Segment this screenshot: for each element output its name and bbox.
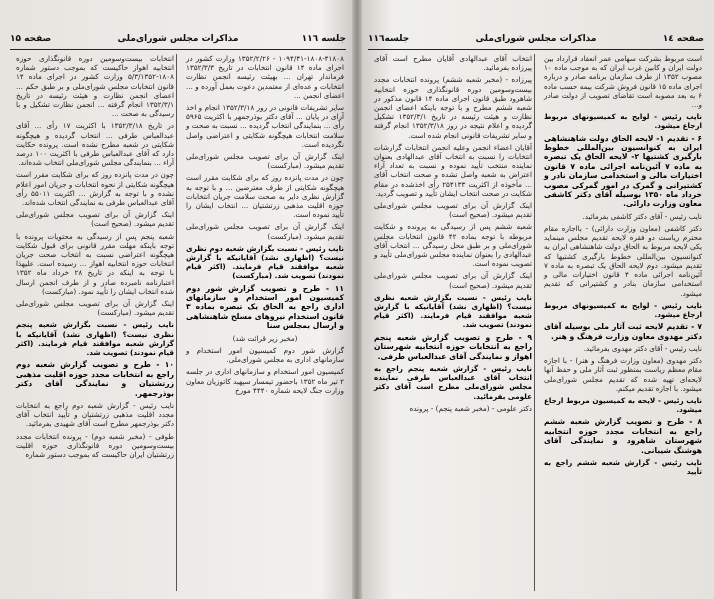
paragraph: نایب رئیس - گزارش شعبه دوم راجع به انتخابات مجدد اقلیت مذهبی زرتشتیان و تأیید انتخاب آقای دکتر بوذرجمهر مطرح است آقای شهیدی بفرمائید. (16, 400, 174, 429)
paragraph: سایر تشریفات قانونی در روز ۱۳۵۲/۳/۱۸ انجام و اخذ آرای در پایان ... آقای دکتر بوذرجمهر با اکثریت ۵۹۶۵ رأی ... بنمایندگی انتخاب گردیده ... نسبت به صحت و سلامت انتخابات هیچگونه شکایتی و اعتراضی واصل نگردیده است. (186, 103, 344, 149)
right-page-column-2 (374, 54, 532, 593)
paragraph: آقایان اعضاء انجمن وعلیه انجمن انتخابات گزارشات انتخابات را نسبت به انتخاب آقای عبدالهادی بعنوان نماینده منتخب تأیید نموده و نسبت به تعداد آراء اعتراض به شعبه واصل نشده و صحت انتخاب آقای ... مأخوذه از اکثریت ۲۵۴۱۳۳ رأی اخذشده در مقام شکایت در صحت انتخاب ایشان تأیید و تصویب گردید. (374, 142, 532, 198)
paragraph: دکتر مهدوی (معاون وزارت فرهنگ و هنر) - با اجازه مقام معظم ریاست بمنظور ثبت آثار ملی و حفظ آنها لایحه‌ای تهیه شده که تقدیم مجلس شورای‌ملی میشود. با اجازه تقدیم میکنم. (544, 356, 702, 393)
section-heading: ۷ - تقدیم لایحه ثبت آثار ملی بوسیله آقای دکتر مهدوی معاون وزارت فرهنگ و هنر. (544, 322, 702, 341)
paragraph: پیرزاده - (مخبر شعبه ششم) پرونده انتخابات مجدد بیست‌وسومین دوره قانونگذاری حوزه انتخابیه شاهرود طبق قانون اجرای ماده ۱۴ قانون مذکور در شعبه ششم مطرح و با توجه باینکه اعضای انجمن نظارت و هیئت رئیسه در تاریخ ۱۳۵۲/۳/۱ تشکیل گردیده و اعلام نتیجه در روز ۱۳۵۲/۳/۱۸ انجام گرفته و سایر تشریفات قانونی انجام شده است. (374, 75, 532, 140)
speaker-line: نایب رئیس - لایحه به کمیسیون مربوط ارجاع میشود. (544, 395, 702, 415)
paragraph: اینک گزارش آن برای تصویب مجلس شورای‌ملی تقدیم میشود. (مبارکست) (16, 299, 174, 318)
left-column-divider (176, 54, 177, 591)
left-page-column-2 (16, 54, 174, 593)
paragraph: اینک گزارش آن برای تصویب مجلس شورای‌ملی تقدیم میشود. (مبارکست) (186, 152, 344, 171)
paragraph: چون در مدت پانزده روز که برای شکایت مقرر است هیچگونه شکایتی از نحوه انتخابات و جریان امور اعلام نشده و با توجه به گزارش ... اکثریت ۵۵۰۱۱ رأی آقای عبدالعباس طرفی به نمایندگی انتخاب شده‌اند. (16, 170, 174, 208)
section-heading: ۱۰ - طرح و تصویب گزارش شعبه دوم راجع به انتخابات مجدد حوزه اقلیت مذهبی زرتشتیان و نمایندگی آقای دکتر بوذرجمهر. (16, 360, 174, 398)
paragraph: طوفی - (مخبر شعبه دوم) - پرونده انتخابات مجدد بیست‌وسومین دوره قانونگذاری حوزه اقلیت زرتشتیان ایران حاکیست که بموجب دستور شماره (16, 431, 174, 459)
paragraph: انتخابات بیست‌وسومین دوره قانونگذاری حوزه انتخابیه اهواز حاکیست که بموجب دستور شماره ۱۸۰۸-۵/۳/۱۳۵۲ وزارت کشور در اجرای ماده ۱۴ قانون انتخابات مجلس شورای‌ملی و بر طبق حکم ... اعضای انجمن نظارت و هیئت رئیسه در تاریخ ۱۳۵۲/۳/۱ انجام گرفته ... انجمن نظارت تشکیل و با رسیدگی به صحت ... (16, 54, 174, 119)
section-heading: ۸ - طرح و تصویب گزارش شعبه ششم راجع به انتخابات مجدد حوزه انتخابیه شهرستان شاهرود و نمایندگی آقای هوشنگ شیبانی. (544, 417, 702, 455)
paragraph: اینک گزارش آن برای تصویب مجلس شورای‌ملی تقدیم میشود. (صحیح است) (374, 201, 532, 220)
right-header-rule (368, 49, 704, 50)
left-page-title: مذاکرات مجلس شورای‌ملی (117, 34, 239, 44)
right-page-header (368, 34, 704, 48)
speaker-line: نایب رئیس - نسبت بگزارش شعبه پنجم نظری نیست؟ (اظهاری نشد) آقایانیکه با گزارش شعبه موافقند قیام فرمایند. (اکثر قیام نمودند) تصویب شد. (16, 320, 174, 358)
section-heading: ۱۱ - طرح و تصویب گزارش شور دوم کمیسیون امور استخدام و سازمانهای اداری راجع به الحاق یک تبصره بماده ۳ قانون استخدام نیروهای مسلح شاهنشاهی و ارسال بمجلس سنا (186, 283, 344, 331)
paragraph: دکتر علومی - (مخبر شعبه پنجم) - پرونده (409, 403, 532, 413)
book-gutter (352, 0, 362, 599)
right-column-divider (534, 54, 535, 591)
left-page (4, 0, 352, 599)
right-page-column-1 (544, 54, 702, 593)
left-page-number: صفحه ۱۵ (10, 34, 52, 44)
paragraph: شعبه پنجم پس از رسیدگی به محتویات پرونده با توجه باینکه مهلت مقرر قانونی برای قبول شکایت هیچگونه اعتراضی نسبت به انتخاب صحت جریان انتخابات حوزه انتخابیه اهواز ... رسیده است. علیهذا با توجه به اینکه در تاریخ ۲۸ خرداد ماه ۱۳۵۲ اعتبارنامه نامبرده صادر و از طرف انجمن ارسال شده انتخاب ایشان را تأیید نمود. (مبارکست) (16, 231, 175, 296)
paragraph: اینک گزارش آن برای تصویب مجلس شورای‌ملی تقدیم میشود. (صحیح است) (374, 271, 532, 290)
section-heading: ۶ - تقدیم ۱- لایحه الحاق دولت شاهنشاهی ایران به کنوانسیون بین‌المللی خطوط بارگیری کشتیها ۲- لایحه الحاق یک تبصره به ماده ۷ آئین‌نامه اجرائی ماده ۷ قانون اختیارات مالی و استخدامی سازمان نادر و کشتیرانی و گمرک در امور گمرکی مصوب خرداد ماه ۱۳۵۰ بوسیله آقای دکتر کاشفی معاون وزارت دارائی. (544, 133, 703, 209)
speaker-line: نایب رئیس - گزارش شعبه پنجم راجع به انتخاب آقای عبدالعباس طرفی نماینده مجلس شورای‌ملی مطرح است آقای دکتر علومی بفرمائید. (374, 363, 532, 401)
paragraph: اینک گزارش آن برای تصویب مجلس شورای‌ملی تقدیم میشود. (مبارکست) (186, 222, 344, 241)
paragraph: (مخبر زیر قرائت شد) (232, 333, 298, 343)
paragraph: در تاریخ ۱۳۵۲/۳/۱۸ با اکثریت ۱۷ رأی ... آقای عبدالعباس طرفی ... انتخاب گردیده و هیچگونه شکایتی در شعبه مطرح نشده است. پرونده حکایت دارد که آقای عبدالعباس طرفی با اکثریت ۱۰۰ درصد آراء ... بنمایندگی مجلس شورای‌ملی انتخاب شده‌اند. (16, 121, 174, 168)
paragraph: شعبه ششم پس از رسیدگی به پرونده و شکایت مربوطه با توجه بماده ۴۲ قانون انتخابات مجلس شورای‌ملی و بر طبق محل رسیدگی ... انتخاب آقای عبدالهادی را بعنوان نماینده مجلس شورای‌ملی تأیید و تصویب نموده است. (374, 222, 532, 269)
left-page-header (10, 34, 346, 48)
paragraph: دکتر کاشفی (معاون وزارت دارائی) - بااجازه مقام محترم ریاست دو فقره لایحه تقدیم مجلس مینماید یکی لایحه مربوط به الحاق دولت شاهنشاهی ایران به کنوانسیون بین‌المللی خطوط بارگیری کشتیها که تقدیم میشود. دوم لایحه الحاق یک تبصره به ماده ۷ آئین‌نامه اجرائی ماده ۴ قانون اختیارات مالی و استخدامی سازمان بنادر و کشتیرانی که تقدیم میشود. (544, 224, 702, 298)
left-page-session: جلسه ۱۱٦ (301, 34, 346, 44)
left-header-rule (10, 49, 346, 50)
section-heading: ۹ - طرح و تصویب گزارش شعبه پنجم راجع به انتخابات حوزه انتخابیه شهرستان اهواز و نمایندگی آقای عبدالعباس طرفی. (374, 332, 532, 361)
speaker-line: نایب رئیس - لوایح به کمیسیونهای مربوط ارجاع میشود. (544, 300, 702, 319)
speaker-line: نایب رئیس - گزارش شعبه ششم راجع به تأیید (544, 457, 702, 477)
paragraph: نایب رئیس - آقای دکتر کاشفی بفرمائید. (582, 211, 702, 221)
paragraph: اینک گزارش آن برای تصویب مجلس شورای‌ملی تقدیم میشود. (صحیح است) (16, 210, 174, 229)
speaker-line: نایب رئیس - نسبت بگزارش شعبه نظری نیست؟ (اظهاری نشد) آقایانیکه با گزارش شعبه موافقند قیام فرمایند. (اکثر قیام نمودند) تصویب شد. (374, 292, 532, 330)
paragraph: کمیسیون امور استخدام و سازمانهای اداری در جلسه ۲ تیر ماه ۱۳۵۲ باحضور تیمسار سپهبد کاتوزیان معاون وزارت جنگ لایحه شماره ۴۴۴۰ مورخ (186, 367, 344, 395)
left-page-column-1 (186, 54, 344, 593)
paragraph: چون در مدت پانزده روز که برای شکایت مقرر است هیچگونه شکایتی از طرف معترضین ... و با توجه به گزارش نظری دایر به صحت سلامت جریان انتخابات حوزه اقلیت مذهبی زرتشتیان ... انتخاب ایشان را تأیید نموده است. (186, 173, 344, 220)
paragraph: نایب رئیس - آقای دکتر مهدوی بفرمائید. (583, 343, 702, 353)
paragraph: انتخاب آقای عبدالهادی آقایان مطرح است آقای پیرزاده بفرمائید. (374, 54, 532, 73)
paragraph: است مربوط بشرکت سهامی عمر انعقاد قرارداد بین دولت ایران و کابین غرب ایران که به موجب ماده ۱۰ مصوب ۱۳۵۲ از طرف سازمان برنامه صادر و درباره اجرای ماده ۱۵ قانون فروش شرکت بیمه حسب ماده ۶ به بعد مصوبه است تقاضای تصویب از دولت صادر و... (544, 54, 702, 110)
speaker-line: نایب رئیس - لوایح به کمیسیونهای مربوط ارجاع میشود. (544, 112, 702, 131)
right-page-session: جلسه١١٦ (368, 34, 410, 44)
right-page-number: صفحه ١٤ (662, 34, 704, 44)
paragraph: گزارش شور دوم کمیسیون امور استخدام و سازمانهای اداری به مجلس شورای‌ملی. (186, 345, 344, 365)
paragraph: ۱۰۹۴/۴۱-۱۸۰۸-۴۱۸۰۸ - ۱۳۵۲/۲/۲۶ وزارت کشور در اجرای ماده ۱۴ قانون انتخابات در تاریخ ۱۳۵۲/۳/۳ فرماندار تهران ... بهیئت رئیسه انجمن نظارت انتخابات و عده‌ای از معتمدین دعوت بعمل آورده و ... اعضای انجمن ... (186, 54, 344, 100)
speaker-line: نایب رئیس - نسبت بگزارش شعبه دوم نظری نیست؟ (اظهاری نشد) آقایانیکه با گزارش شعبه موافقند قیام فرمایند. (اکثر قیام نمودند) تصویب شد. (مبارکست) (186, 243, 344, 281)
right-page (362, 0, 710, 599)
right-page-title: مذاکرات مجلس شورای‌ملی (475, 34, 597, 44)
